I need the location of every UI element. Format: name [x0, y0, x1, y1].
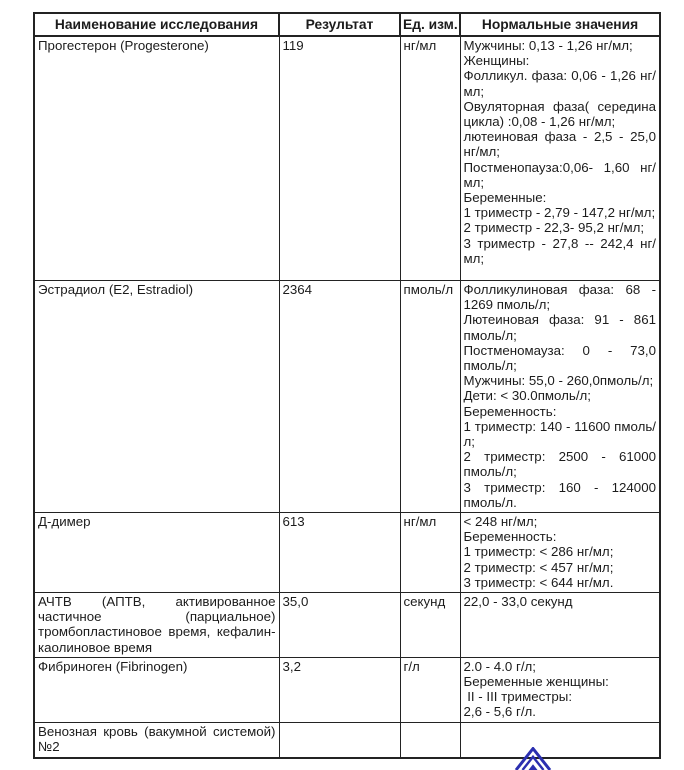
clinic-logo [514, 747, 552, 770]
normal-value-line: Овуляторная фаза( середина цикла) :0,08 - 1,26 нг/мл; [463, 98, 656, 130]
normal-values-cell [460, 281, 660, 513]
normal-value-line: Беременные: [463, 190, 547, 206]
normal-value-line: Мужчины: 0,13 - 1,26 нг/мл; [463, 38, 633, 53]
unit-cell [400, 722, 460, 758]
header-test-name: Наименование исследования [34, 13, 279, 36]
normal-value-line: Беременность: [463, 529, 557, 545]
unit-cell: г/л [400, 657, 460, 722]
test-name-cell: Венозная кровь (вакумной системой) №2 [34, 722, 279, 758]
normal-value-line: 3 триместр: 160 - 124000 пмоль/л. [463, 479, 656, 510]
test-name-cell: АЧТВ (АПТВ, активированное частичное (парциальное) тромбопластиновое время, кефалин-каолиновое время [34, 593, 279, 658]
normal-value-line: 2,6 - 5,6 г/л. [463, 704, 536, 720]
result-cell: 613 [279, 513, 400, 593]
normal-values-cell [460, 593, 660, 658]
normal-value-line: Лютеиновая фаза: 91 - 861 пмоль/л; [463, 312, 656, 343]
header-result: Результат [279, 13, 400, 36]
table-header-row [34, 13, 660, 36]
test-name-cell: Фибриноген (Fibrinogen) [34, 657, 279, 722]
normal-value-line: 3 триместр - 27,8 -- 242,4 нг/мл; [463, 235, 656, 266]
normal-value-line: 1 триместр: < 286 нг/мл; [463, 544, 614, 560]
normal-value-line: < 248 нг/мл; [463, 514, 538, 530]
result-cell: 2364 [279, 281, 400, 513]
result-cell: 35,0 [279, 593, 400, 658]
header-normal-values: Нормальные значения [460, 13, 660, 36]
normal-value-line: 22,0 - 33,0 секунд [463, 594, 573, 610]
normal-values-cell [460, 36, 660, 281]
test-name-cell: Эстрадиол (E2, Estradiol) [34, 281, 279, 513]
normal-value-line: 2 триместр - 22,3- 95,2 нг/мл; [463, 220, 645, 236]
table-row [34, 513, 660, 593]
result-cell: 119 [279, 36, 400, 281]
normal-value-line: II - III триместры: [463, 689, 573, 705]
unit-cell: пмоль/л [400, 281, 460, 513]
result-cell [279, 722, 400, 758]
normal-value-line: Беременность: [463, 403, 557, 419]
normal-value-line: 2 триместр: 2500 - 61000 пмоль/л; [463, 449, 656, 480]
unit-cell: нг/мл [400, 36, 460, 281]
normal-value-line: лютеиновая фаза - 2,5 - 25,0 нг/мл; [463, 129, 656, 160]
table-row [34, 657, 660, 722]
normal-value-line: 1 триместр - 2,79 - 147,2 нг/мл; [463, 205, 656, 221]
table-row [34, 281, 660, 513]
chevron-up-double-icon [514, 747, 552, 770]
table-row [34, 36, 660, 281]
normal-value-line: 2.0 - 4.0 г/л; [463, 658, 536, 674]
test-name-cell: Прогестерон (Progesterone) [34, 36, 279, 281]
normal-value-line: Мужчины: 55,0 - 260,0пмоль/л; [463, 373, 654, 389]
unit-cell: нг/мл [400, 513, 460, 593]
lab-results-table [33, 12, 661, 759]
normal-values-cell [460, 513, 660, 593]
normal-value-line: Дети: < 30.0пмоль/л; [463, 388, 591, 404]
table-row [34, 593, 660, 658]
header-unit: Ед. изм. [400, 13, 460, 36]
normal-values-cell [460, 657, 660, 722]
normal-value-line: 2 триместр: < 457 нг/мл; [463, 559, 614, 575]
result-cell: 3,2 [279, 657, 400, 722]
normal-value-line: Женщины: [463, 53, 530, 69]
table-row [34, 722, 660, 758]
normal-value-line: 3 триместр: < 644 нг/мл. [463, 574, 614, 590]
normal-value-line: Фолликулиновая фаза: 68 - 1269 пмоль/л; [463, 282, 656, 313]
normal-values-cell [460, 722, 660, 758]
normal-value-line: 1 триместр: 140 - 11600 пмоль/л; [463, 418, 656, 450]
unit-cell: секунд [400, 593, 460, 658]
normal-value-line: Постменомауза: 0 - 73,0 пмоль/л; [463, 342, 656, 374]
normal-value-line: Беременные женщины: [463, 674, 609, 690]
normal-value-line: Фолликул. фаза: 0,06 - 1,26 нг/мл; [463, 68, 656, 99]
test-name-cell: Д-димер [34, 513, 279, 593]
normal-value-line: Постменопауза:0,06- 1,60 нг/мл; [463, 159, 656, 190]
